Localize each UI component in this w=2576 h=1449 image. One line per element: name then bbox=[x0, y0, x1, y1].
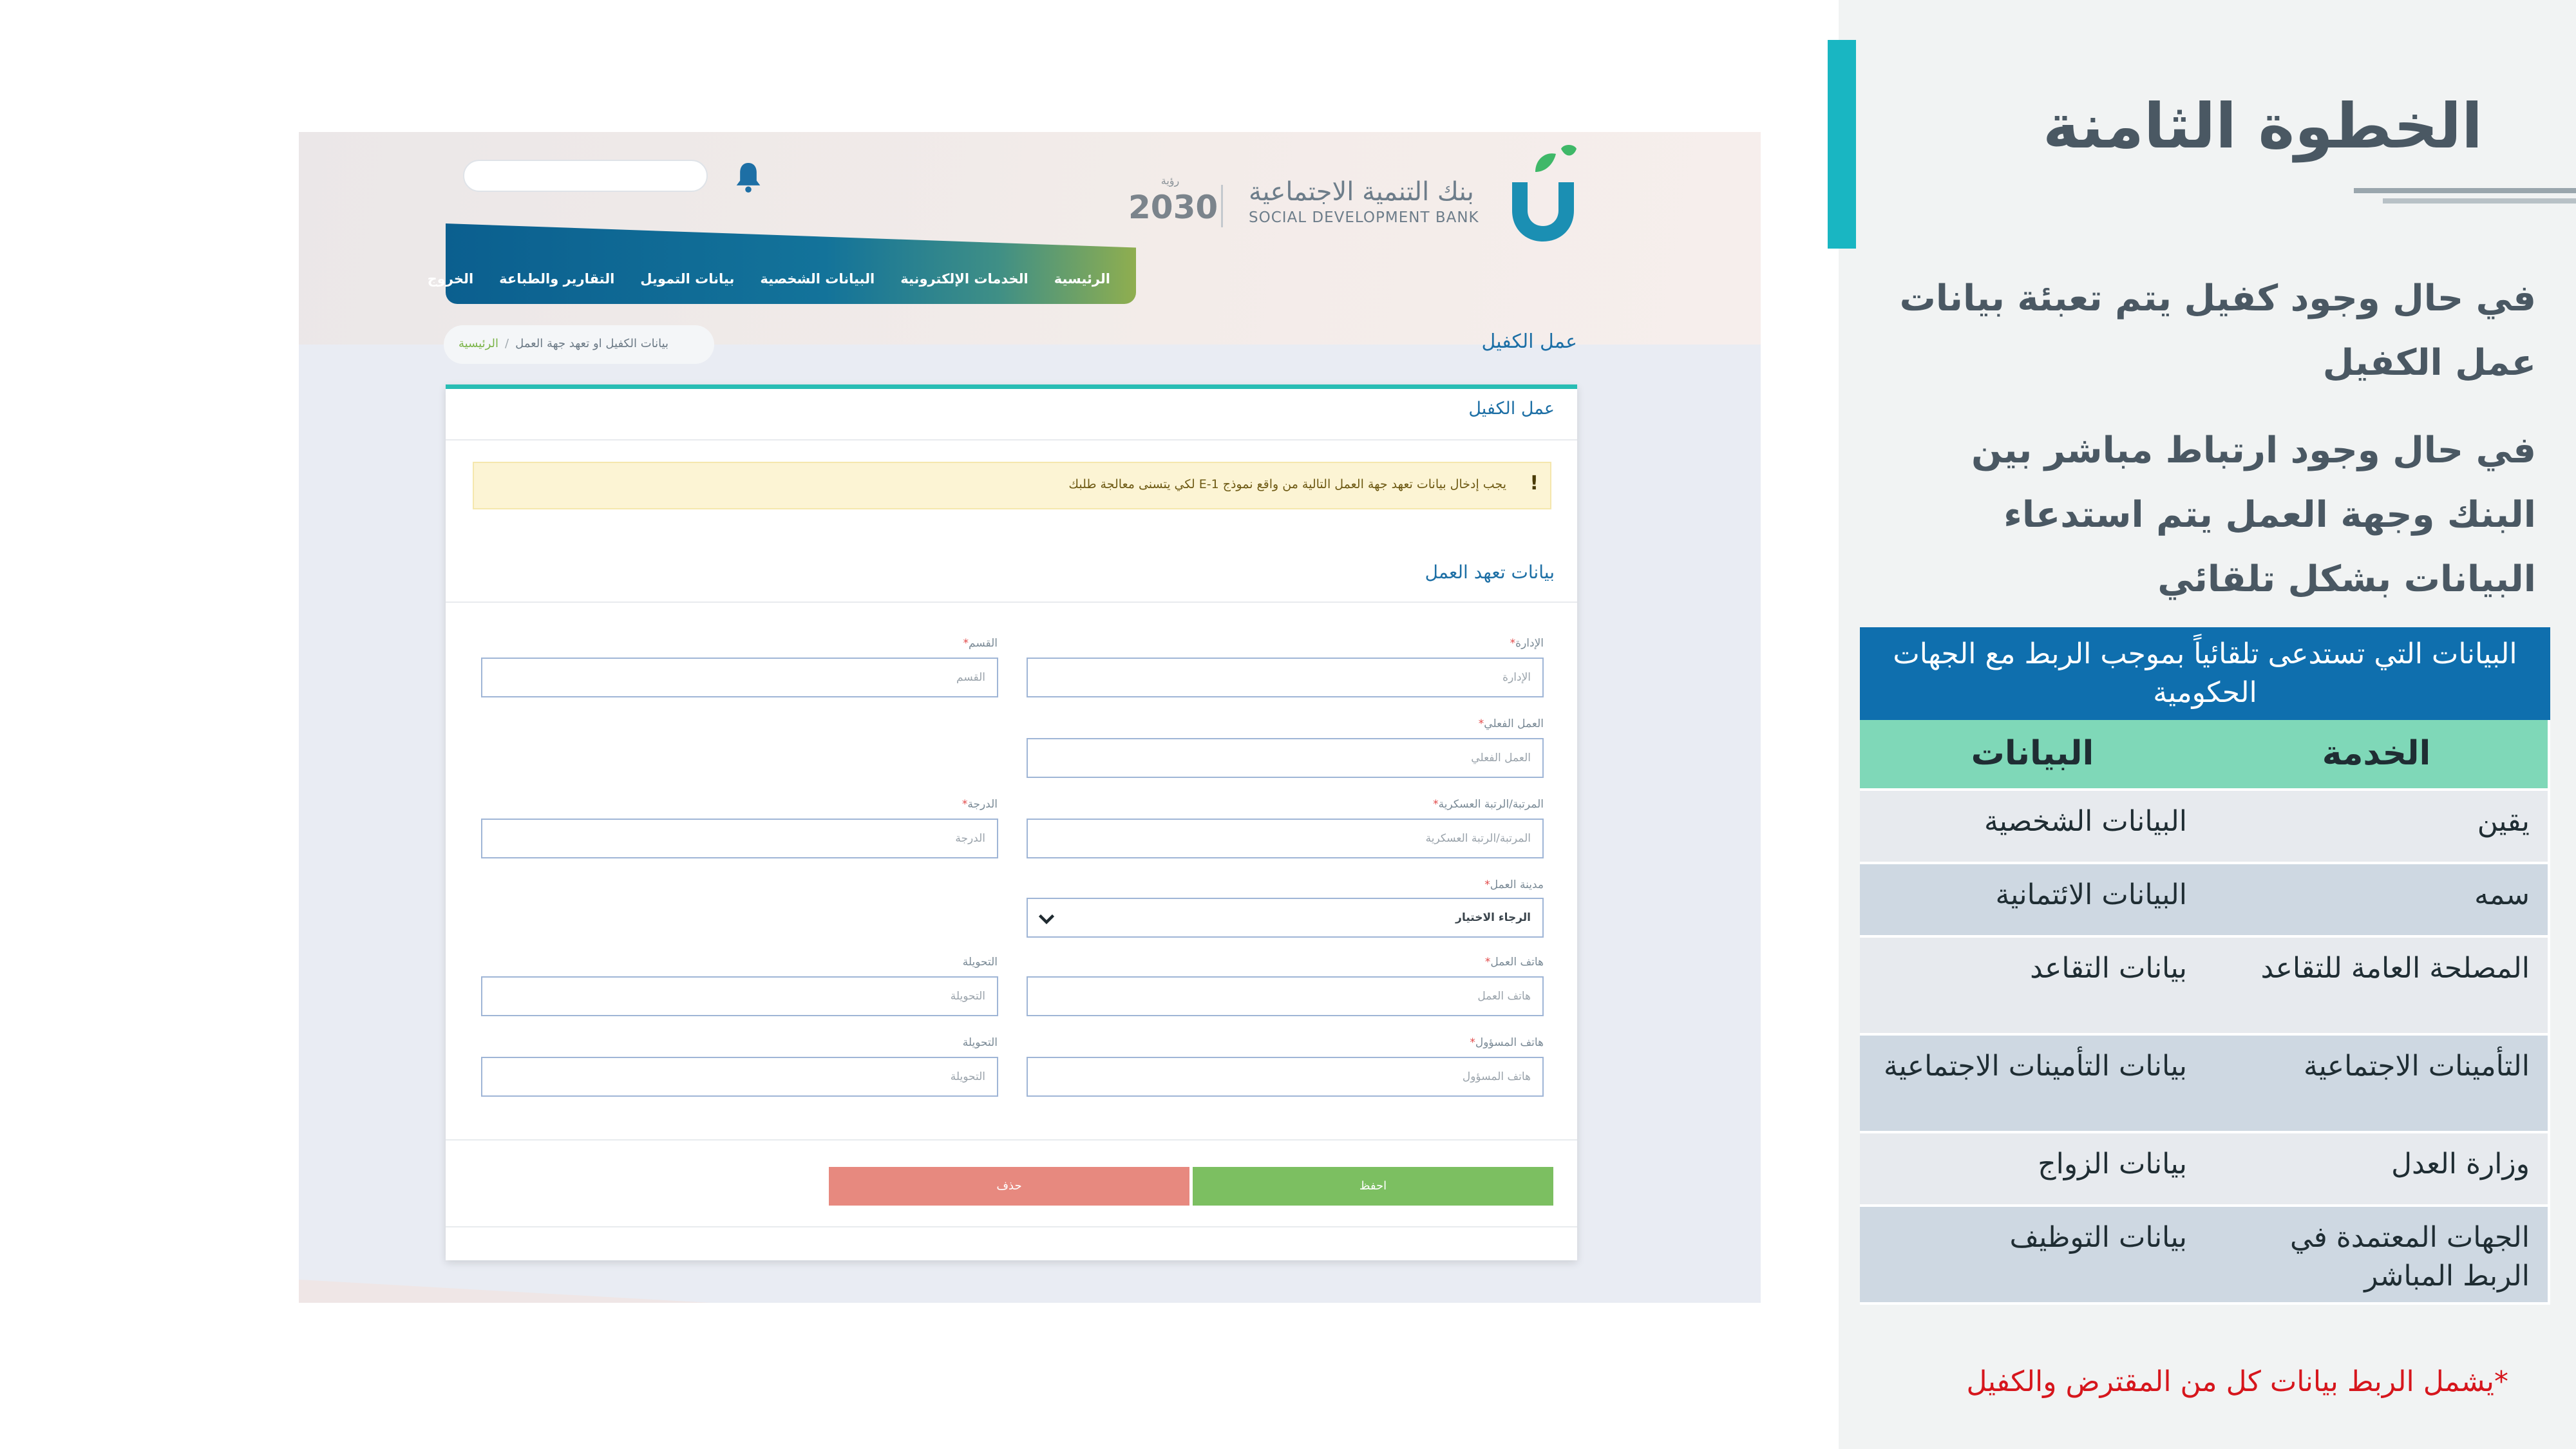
rank-input[interactable]: المرتبة/الرتبة العسكرية bbox=[1027, 819, 1544, 858]
column-header-data: البيانات bbox=[1860, 720, 2205, 791]
vision-2030-logo bbox=[1128, 175, 1218, 232]
bell-icon[interactable] bbox=[734, 160, 762, 194]
table-column-headers bbox=[1860, 720, 2550, 791]
data-cell: البيانات الشخصية bbox=[1860, 791, 2205, 864]
grade-input[interactable]: الدرجة bbox=[481, 819, 998, 858]
accent-bar bbox=[1828, 40, 1856, 249]
work-city-select[interactable] bbox=[1027, 898, 1544, 938]
rank-label: المرتبة/الرتبة العسكرية* bbox=[1433, 798, 1544, 811]
delete-button[interactable]: حذف bbox=[829, 1167, 1189, 1206]
warning-alert bbox=[473, 462, 1551, 509]
bank-name-arabic: بنك التنمية الاجتماعية bbox=[1249, 177, 1474, 207]
table-row bbox=[1860, 791, 2550, 864]
table-title: البيانات التي تستدعى تلقائياً بموجب الربط مع الجهات الحكومية bbox=[1860, 627, 2550, 720]
service-cell: يقين bbox=[2205, 791, 2550, 864]
bank-name-english: SOCIAL DEVELOPMENT BANK bbox=[1249, 209, 1479, 226]
chevron-down-icon bbox=[1037, 905, 1056, 931]
work-phone-input[interactable]: هاتف العمل bbox=[1027, 976, 1544, 1016]
card-divider bbox=[446, 439, 1577, 440]
vision-year: 2030 bbox=[1128, 189, 1218, 226]
nav-item-personal-data[interactable]: البيانات الشخصية bbox=[760, 271, 875, 287]
actions-divider bbox=[446, 1139, 1577, 1141]
department-label: القسم* bbox=[963, 637, 998, 650]
data-cell: بيانات التوظيف bbox=[1860, 1207, 2205, 1305]
table-row bbox=[1860, 938, 2550, 1036]
alert-message: يجب إدخال بيانات تعهد جهة العمل التالية من واقع نموذج E-1 لكي يتسنى معالجة طلبك bbox=[1068, 477, 1506, 491]
grade-label: الدرجة* bbox=[961, 798, 998, 811]
section-title: بيانات تعهد العمل bbox=[1425, 562, 1555, 583]
department-input[interactable]: القسم bbox=[481, 658, 998, 697]
data-cell: بيانات التقاعد bbox=[1860, 938, 2205, 1036]
auto-fetched-data-table bbox=[1860, 627, 2550, 1305]
service-cell: التأمينات الاجتماعية bbox=[2205, 1036, 2550, 1133]
column-header-service: الخدمة bbox=[2205, 720, 2550, 791]
card-bottom-divider bbox=[446, 1226, 1577, 1227]
sdb-logo-icon bbox=[1504, 144, 1582, 247]
portal-screenshot bbox=[299, 132, 1761, 1303]
actual-work-label: العمل الفعلي* bbox=[1478, 717, 1544, 730]
breadcrumb-current: بيانات الكفيل او تعهد جهة العمل bbox=[515, 337, 669, 350]
data-cell: بيانات الزواج bbox=[1860, 1133, 2205, 1207]
manager-phone-input[interactable]: هاتف المسؤول bbox=[1027, 1057, 1544, 1097]
actual-work-input[interactable]: العمل الفعلي bbox=[1027, 738, 1544, 778]
work-city-value: الرجاء الاختيار bbox=[1455, 911, 1531, 924]
work-phone-label: هاتف العمل* bbox=[1484, 956, 1544, 969]
manager-phone-label: هاتف المسؤول* bbox=[1470, 1036, 1544, 1049]
footnote: *يشمل الربط بيانات كل من المقترض والكفيل bbox=[1966, 1365, 2508, 1398]
table-row bbox=[1860, 1207, 2550, 1305]
footer-band bbox=[299, 1280, 711, 1303]
section-divider bbox=[446, 601, 1577, 603]
service-cell: الجهات المعتمدة في الربط المباشر bbox=[2205, 1207, 2550, 1305]
breadcrumb-separator: / bbox=[505, 337, 509, 350]
nav-item-logout[interactable]: الخروج bbox=[427, 271, 474, 287]
table-row bbox=[1860, 1133, 2550, 1207]
page-title: عمل الكفيل bbox=[1481, 330, 1577, 353]
nav-item-e-services[interactable]: الخدمات الإلكترونية bbox=[900, 271, 1028, 287]
save-button[interactable]: احفظ bbox=[1193, 1167, 1553, 1206]
table-row bbox=[1860, 864, 2550, 938]
extension-2-input[interactable]: التحويلة bbox=[481, 1057, 998, 1097]
logo-divider bbox=[1221, 185, 1223, 227]
service-cell: وزارة العدل bbox=[2205, 1133, 2550, 1207]
extension-1-label: التحويلة bbox=[962, 956, 998, 969]
data-cell: البيانات الائتمانية bbox=[1860, 864, 2205, 938]
search-input[interactable] bbox=[463, 160, 708, 192]
service-cell: المصلحة العامة للتقاعد bbox=[2205, 938, 2550, 1036]
extension-1-input[interactable]: التحويلة bbox=[481, 976, 998, 1016]
description-direct-link: في حال وجود ارتباط مباشر بين البنك وجهة العمل يتم استدعاء البيانات بشكل تلقائي bbox=[1971, 430, 2536, 600]
step-title: الخطوة الثامنة bbox=[2043, 90, 2483, 162]
title-underline-2 bbox=[2383, 198, 2576, 204]
description-guarantor: في حال وجود كفيل يتم تعبئة بيانات عمل الكفيل bbox=[1899, 278, 2536, 384]
guarantor-work-form bbox=[446, 384, 1577, 1260]
breadcrumb-home-link[interactable]: الرئيسية bbox=[459, 337, 498, 350]
nav-menu bbox=[427, 271, 1110, 297]
administration-input[interactable]: الإدارة bbox=[1027, 658, 1544, 697]
exclamation-icon: ! bbox=[1530, 472, 1539, 495]
nav-item-financing-data[interactable]: بيانات التمويل bbox=[640, 271, 735, 287]
card-title: عمل الكفيل bbox=[1468, 399, 1555, 419]
administration-label: الإدارة* bbox=[1510, 637, 1544, 650]
data-cell: بيانات التأمينات الاجتماعية bbox=[1860, 1036, 2205, 1133]
title-underline bbox=[2354, 188, 2576, 193]
nav-item-reports[interactable]: التقارير والطباعة bbox=[499, 271, 615, 287]
service-cell: سمه bbox=[2205, 864, 2550, 938]
work-city-label: مدينة العمل* bbox=[1484, 878, 1544, 891]
nav-item-home[interactable]: الرئيسية bbox=[1054, 271, 1110, 287]
vision-label: رؤية bbox=[1160, 175, 1180, 187]
table-row bbox=[1860, 1036, 2550, 1133]
breadcrumb bbox=[459, 337, 668, 350]
extension-2-label: التحويلة bbox=[962, 1036, 998, 1049]
